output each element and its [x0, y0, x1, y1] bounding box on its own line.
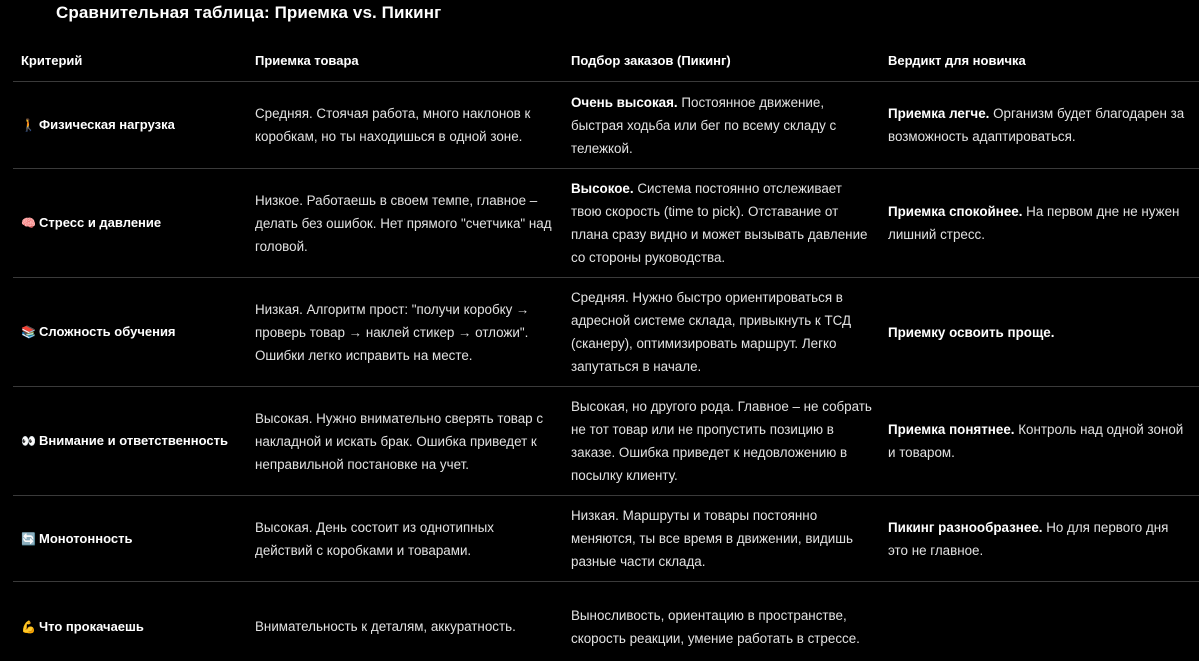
- verdict-cell: [880, 387, 1199, 496]
- picking-text: Высокая, но другого рода. Главное – не собрать не тот товар или не пропустить позицию в заказе. Ошибка приведет к недовложению в посылку клиенту.: [571, 399, 872, 483]
- criterion-label: Сложность обучения: [39, 324, 176, 339]
- picking-emphasis: Очень высокая.: [571, 94, 678, 110]
- header-verdict: Вердикт для новичка: [880, 40, 1199, 82]
- picking-cell: [563, 278, 880, 387]
- receiving-cell: Высокая. Нужно внимательно сверять товар с накладной и искать брак. Ошибка приведет к неправильной постановке на учет.: [247, 387, 563, 496]
- criterion-cell: [13, 496, 247, 582]
- verdict-emphasis: Приемка легче.: [888, 106, 990, 121]
- brain-icon: 🧠: [21, 216, 36, 230]
- picking-cell: [563, 82, 880, 169]
- table-row: [13, 387, 1199, 496]
- table-row: [13, 496, 1199, 582]
- table-row: [13, 582, 1199, 661]
- picking-text: Средняя. Нужно быстро ориентироваться в адресной системе склада, привыкнуть к ТСД (сканеру), оптимизировать маршрут. Легко запутаться в начале.: [571, 290, 852, 374]
- verdict-cell: [880, 169, 1199, 278]
- criterion-label: Стресс и давление: [39, 215, 162, 230]
- flexed-biceps-icon: 💪: [21, 619, 36, 634]
- verdict-emphasis: Пикинг разнообразнее.: [888, 519, 1043, 535]
- repeat-icon: 🔄: [21, 531, 36, 546]
- verdict-emphasis: Приемка понятнее.: [888, 422, 1015, 437]
- picking-text: Система постоянно отслеживает твою скорость (time to pick). Отставание от плана сразу видно и может вызывать давление со стороны руководства.: [571, 181, 868, 265]
- receiving-cell: Низкая. Алгоритм прост: "получи коробку → проверь товар → наклей стикер → отложи". Ошибки легко исправить на месте.: [247, 278, 563, 387]
- verdict-text: Контроль над одной зоной и товаром.: [888, 422, 1184, 460]
- receiving-cell: Низкое. Работаешь в своем темпе, главное – делать без ошибок. Нет прямого "счетчика" над головой.: [247, 169, 563, 278]
- verdict-cell: [880, 82, 1199, 169]
- books-icon: 📚: [21, 325, 36, 339]
- criterion-label: Физическая нагрузка: [39, 117, 175, 132]
- receiving-cell: Высокая. День состоит из однотипных действий с коробками и товарами.: [247, 496, 563, 582]
- criterion-label: Внимание и ответственность: [39, 433, 228, 448]
- criterion-cell: [13, 169, 247, 278]
- verdict-text: На первом дне не нужен лишний стресс.: [888, 204, 1180, 242]
- verdict-emphasis: Приемка спокойнее.: [888, 204, 1023, 219]
- walking-person-icon: 🚶: [21, 118, 36, 132]
- picking-cell: [563, 387, 880, 496]
- comparison-table: [13, 40, 1199, 661]
- header-picking: Подбор заказов (Пикинг): [563, 40, 880, 82]
- table-row: [13, 82, 1199, 169]
- picking-cell: [563, 582, 880, 661]
- header-criterion: Критерий: [13, 40, 247, 82]
- page-title: Сравнительная таблица: Приемка vs. Пикинг: [56, 3, 442, 22]
- verdict-cell: [880, 278, 1199, 387]
- eyes-icon: 👀: [21, 434, 36, 448]
- picking-text: Низкая. Маршруты и товары постоянно меняются, ты все время в движении, видишь разные части склада.: [571, 508, 853, 569]
- criterion-label: Монотонность: [39, 530, 133, 546]
- verdict-cell: [880, 582, 1199, 661]
- picking-emphasis: Высокое.: [571, 181, 634, 196]
- criterion-cell: [13, 582, 247, 661]
- criterion-label: Что прокачаешь: [39, 618, 144, 634]
- picking-cell: [563, 169, 880, 278]
- criterion-cell: [13, 387, 247, 496]
- verdict-text: Организм будет благодарен за возможность адаптироваться.: [888, 106, 1185, 144]
- table-header-row: [13, 40, 1199, 82]
- table-row: [13, 278, 1199, 387]
- picking-text: Выносливость, ориентацию в пространстве, скорость реакции, умение работать в стрессе.: [571, 607, 860, 646]
- header-receiving: Приемка товара: [247, 40, 563, 82]
- criterion-cell: [13, 82, 247, 169]
- receiving-cell: Средняя. Стоячая работа, много наклонов к коробкам, но ты находишься в одной зоне.: [247, 82, 563, 169]
- criterion-cell: [13, 278, 247, 387]
- picking-text: Постоянное движение, быстрая ходьба или бег по всему складу с тележкой.: [571, 94, 837, 156]
- verdict-text: Но для первого дня это не главное.: [888, 519, 1169, 558]
- picking-cell: [563, 496, 880, 582]
- verdict-emphasis: Приемку освоить проще.: [888, 324, 1055, 340]
- table-row: [13, 169, 1199, 278]
- verdict-cell: [880, 496, 1199, 582]
- receiving-cell: Внимательность к деталям, аккуратность.: [255, 619, 516, 635]
